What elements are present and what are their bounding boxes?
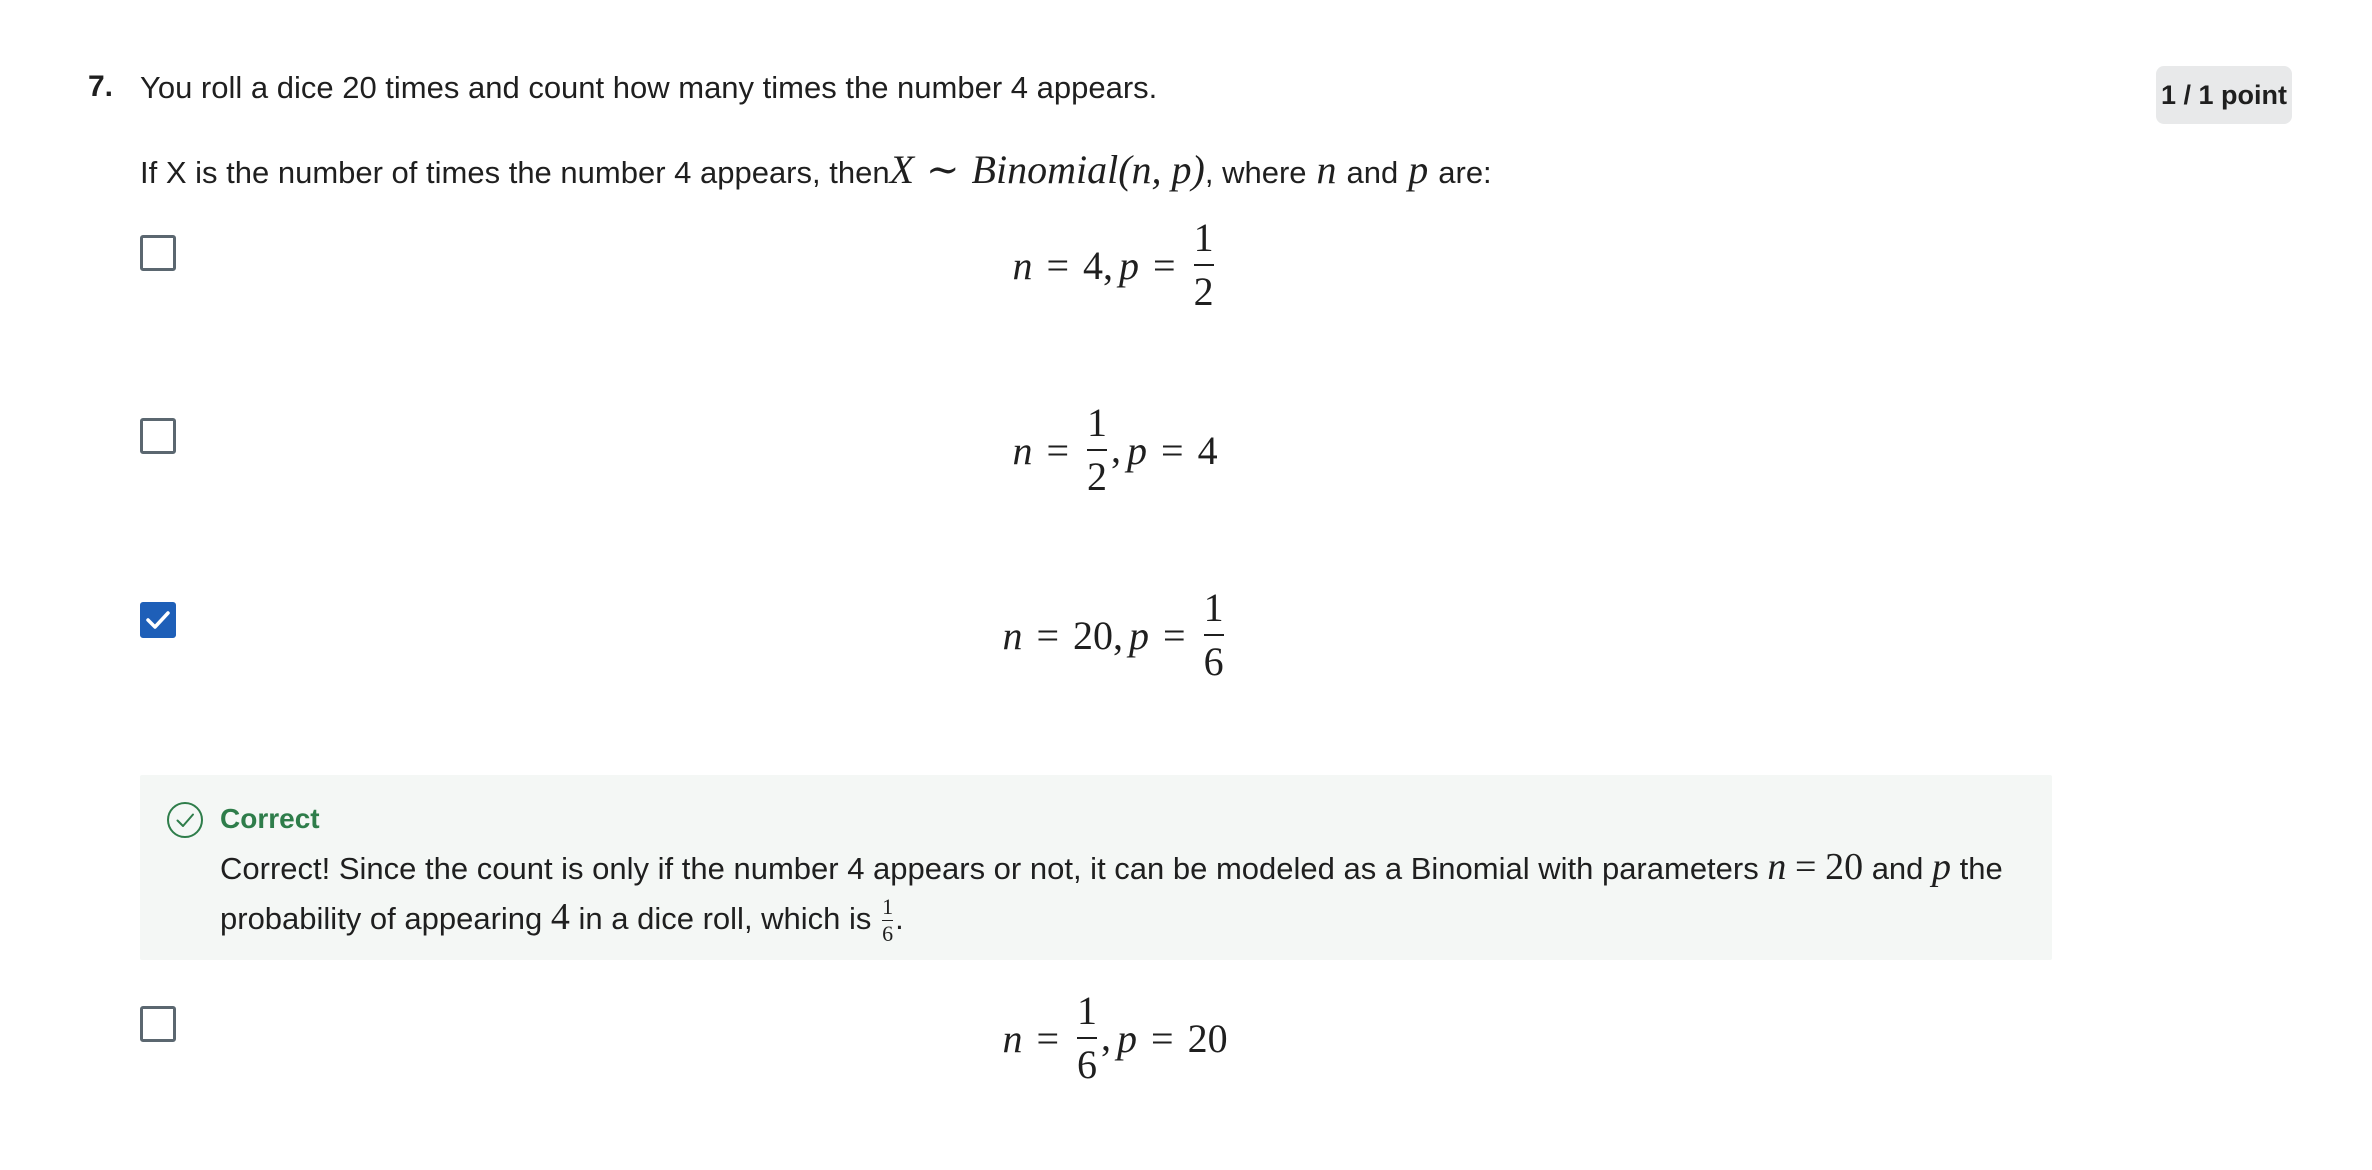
feedback-text-3: in a dice roll, which is <box>578 901 872 936</box>
stem-suffix: are: <box>1438 155 1492 190</box>
option-3-formula[interactable]: n = 20 , p = $\frac{1}{6}$ <box>1002 585 1224 684</box>
option-4-checkbox[interactable] <box>140 1006 176 1042</box>
stem-and: and <box>1346 155 1399 190</box>
option-4-n-label: n <box>1002 1015 1023 1061</box>
stem-math-dist: Binomial <box>971 147 1119 192</box>
option-2-p-value: 4 <box>1197 427 1218 473</box>
option-1-eq: = <box>1046 242 1069 288</box>
option-4-n-fraction <box>1077 988 1097 1087</box>
feedback-title: Correct <box>220 803 320 834</box>
option-4-p-value: 20 <box>1187 1015 1228 1061</box>
feedback-text-end: . <box>895 901 904 936</box>
option-2-eq: = <box>1046 427 1069 473</box>
option-4-formula[interactable]: n = $\frac{1}{6}$ , p = 20 <box>1002 988 1228 1087</box>
feedback-text <box>220 843 2020 945</box>
stem-prefix: If X is the number of times the number 4 appears, then <box>140 155 890 190</box>
feedback-math-n: n <box>1767 846 1787 888</box>
option-4-eq-2: = <box>1151 1015 1174 1061</box>
feedback-text-and: and <box>1871 851 1924 886</box>
option-3-p-den: 6 <box>1203 639 1224 684</box>
feedback-math-4: 4 <box>550 896 570 938</box>
option-3-p-label: p <box>1129 612 1149 658</box>
question-text: You roll a dice 20 times and count how many times the number 4 appears. <box>140 70 1158 105</box>
stem-math-args: (n, p) <box>1118 147 1205 192</box>
feedback-frac-den: 6 <box>882 921 894 947</box>
option-2-n-fraction <box>1087 400 1107 499</box>
feedback-fraction <box>882 896 893 945</box>
option-2-p-label: p <box>1127 427 1147 473</box>
option-3-p-num: 1 <box>1203 585 1224 630</box>
option-1-p-num: 1 <box>1193 215 1214 260</box>
stem-math-x: X <box>889 147 915 192</box>
feedback-math-p: p <box>1932 846 1952 888</box>
checkmark-icon <box>144 606 172 634</box>
feedback-frac-num: 1 <box>882 894 894 920</box>
feedback-text-1: Correct! Since the count is only if the number 4 appears or not, it can be modeled as a Binomial with parameters <box>220 851 1759 886</box>
option-4-p-label: p <box>1117 1015 1137 1061</box>
option-2-n-label: n <box>1012 427 1033 473</box>
option-3-n-label: n <box>1002 612 1023 658</box>
feedback-text-2: the probability of appearing <box>220 851 2003 936</box>
option-1-p-den: 2 <box>1193 269 1214 314</box>
feedback-math-eq: = <box>1795 846 1817 888</box>
option-1-p-label: p <box>1119 242 1139 288</box>
option-1-checkbox[interactable] <box>140 235 176 271</box>
option-1-formula[interactable]: n = 4 , p = $\frac{1}{2}$ <box>1012 215 1214 314</box>
stem-p: p <box>1408 147 1429 192</box>
option-1-eq-2: = <box>1153 242 1176 288</box>
option-3-eq-2: = <box>1163 612 1186 658</box>
stem-math-sim: ∼ <box>926 147 960 192</box>
option-3-checkbox[interactable] <box>140 602 176 638</box>
option-3-n-value: 20 <box>1073 612 1113 658</box>
option-3-p-fraction <box>1203 585 1224 684</box>
option-1-n-value: 4 <box>1083 242 1103 288</box>
option-1-p-fraction <box>1193 215 1214 314</box>
feedback-panel <box>140 775 2052 960</box>
option-4-eq: = <box>1036 1015 1059 1061</box>
stem-n: n <box>1316 147 1337 192</box>
option-4-n-num: 1 <box>1077 988 1097 1033</box>
option-1-n-label: n <box>1012 242 1033 288</box>
feedback-math-20: 20 <box>1825 846 1864 888</box>
option-3-eq: = <box>1036 612 1059 658</box>
check-circle-icon <box>166 801 204 839</box>
question-stem <box>140 146 1492 193</box>
option-4-n-den: 6 <box>1077 1042 1097 1087</box>
option-2-n-num: 1 <box>1087 400 1107 445</box>
option-2-n-den: 2 <box>1087 454 1107 499</box>
option-2-checkbox[interactable] <box>140 418 176 454</box>
option-2-eq-2: = <box>1161 427 1184 473</box>
question-number: 7. <box>88 70 114 103</box>
points-badge: 1 / 1 point <box>2156 66 2292 124</box>
option-2-formula[interactable]: n = $\frac{1}{2}$ , p = 4 <box>1012 400 1218 499</box>
stem-mid: , where <box>1204 155 1307 190</box>
